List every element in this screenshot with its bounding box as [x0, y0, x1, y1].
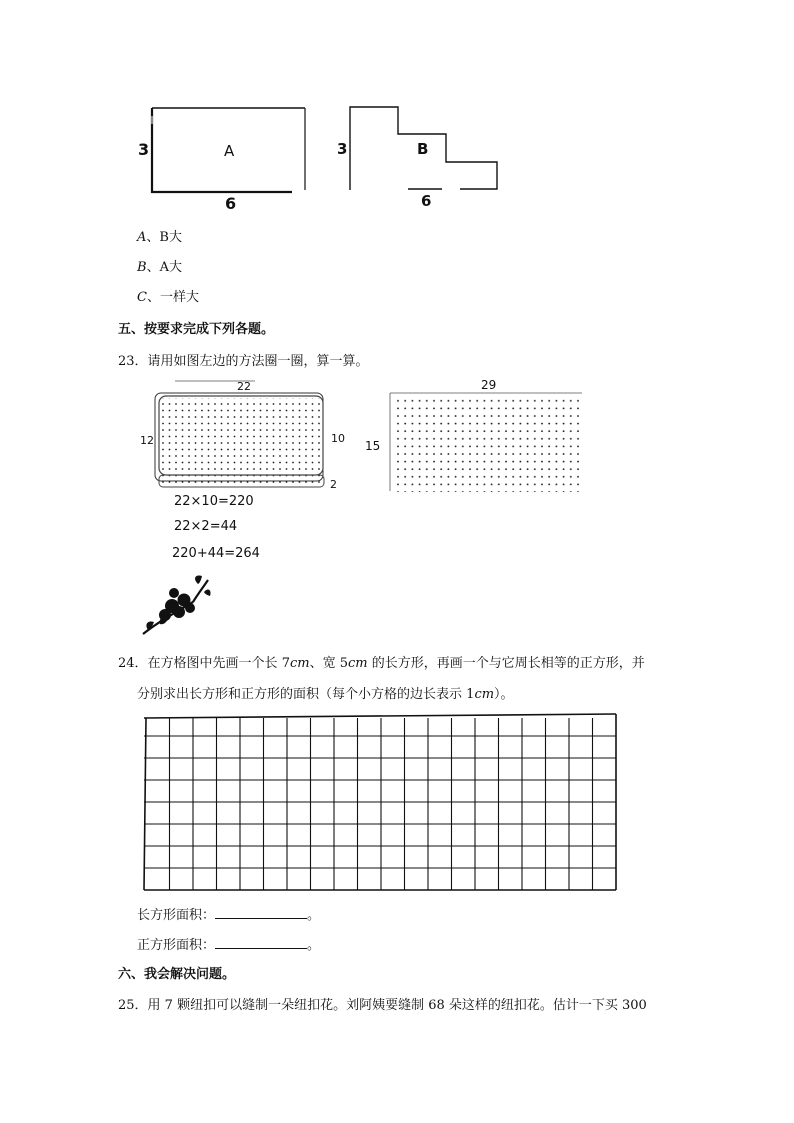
shape-outlines — [130, 100, 510, 215]
shape-a-label: A — [224, 142, 235, 160]
option-text: 、A大 — [146, 260, 182, 275]
option-letter: C — [137, 290, 147, 305]
q23-text: 23．请用如图左边的方法圈一圈，算一算。 — [118, 354, 369, 369]
period: 。 — [307, 938, 321, 953]
option-a — [137, 230, 182, 246]
section5-heading: 五、按要求完成下列各题。 — [118, 322, 275, 337]
q25-text: 25．用 7 颗纽扣可以缝制一朵纽扣花。刘阿姨要缝制 68 朵这样的纽扣花。估计一下买 300 — [118, 998, 647, 1013]
q23-left-dot-grid — [135, 376, 350, 496]
q24-text: 分别求出长方形和正方形的面积（每个小方格的边长表示 — [137, 687, 463, 702]
q23-calc-line-2: 22×2=44 — [174, 519, 238, 534]
figure-a-b — [130, 100, 510, 215]
q24-text: 的长方形，再画一个与它周长相等的正方形，并 — [371, 656, 645, 671]
grid-line — [144, 714, 616, 718]
option-b — [137, 260, 182, 276]
square-area-row — [137, 936, 320, 954]
q23-calc-line-1: 22×10=220 — [174, 494, 254, 509]
rect-area-answer-blank[interactable] — [215, 906, 307, 919]
q24-unit: cm — [474, 687, 495, 702]
q23-left-strip-label: 2 — [330, 478, 337, 491]
q23-right-figure — [360, 376, 590, 496]
shape-b-height-label: 3 — [337, 140, 348, 158]
q24-line-1 — [118, 656, 645, 672]
rect-area-label: 长方形面积： — [137, 908, 216, 923]
q24-line-2 — [137, 687, 514, 703]
square-area-label: 正方形面积： — [137, 938, 216, 953]
q23-left-top-label: 22 — [237, 380, 251, 393]
q24-unit: cm — [348, 656, 368, 671]
section6-heading: 六、我会解决问题。 — [118, 967, 236, 982]
shape-b-width-label: 6 — [421, 192, 432, 210]
option-text: 、一样大 — [146, 290, 199, 305]
option-c — [137, 290, 199, 306]
shape-a-width-label: 6 — [225, 194, 237, 213]
q24-length: 7 — [281, 656, 290, 671]
grid-line — [144, 718, 146, 890]
square-area-answer-blank[interactable] — [215, 936, 307, 949]
option-letter: B — [137, 260, 147, 275]
shape-a-outline — [152, 108, 292, 192]
q24-text: 、宽 — [309, 656, 336, 671]
q24-text: ）。 — [494, 687, 514, 702]
q23-left-left-label: 12 — [140, 434, 154, 447]
flower-decoration-icon — [138, 572, 213, 642]
q23-right-left-label: 15 — [365, 439, 381, 453]
rect-area-row — [137, 906, 320, 924]
shape-a-height-label: 3 — [138, 140, 150, 159]
q23-left-right-label: 10 — [331, 432, 345, 445]
q23-right-top-label: 29 — [481, 378, 497, 392]
period: 。 — [307, 908, 321, 923]
q24-width: 5 — [339, 656, 349, 671]
q24-unit: cm — [289, 656, 310, 671]
option-letter: A — [137, 230, 147, 245]
shape-b-label: B — [417, 140, 429, 158]
q24-side: 1 — [466, 687, 475, 702]
q24-text: 24．在方格图中先画一个长 — [118, 656, 278, 671]
square-grid[interactable] — [142, 712, 620, 892]
option-text: 、B大 — [146, 230, 182, 245]
q23-left-figure — [135, 376, 350, 496]
q23-calc-line-3: 220+44=264 — [172, 546, 260, 561]
q23-right-dot-grid — [360, 376, 590, 496]
